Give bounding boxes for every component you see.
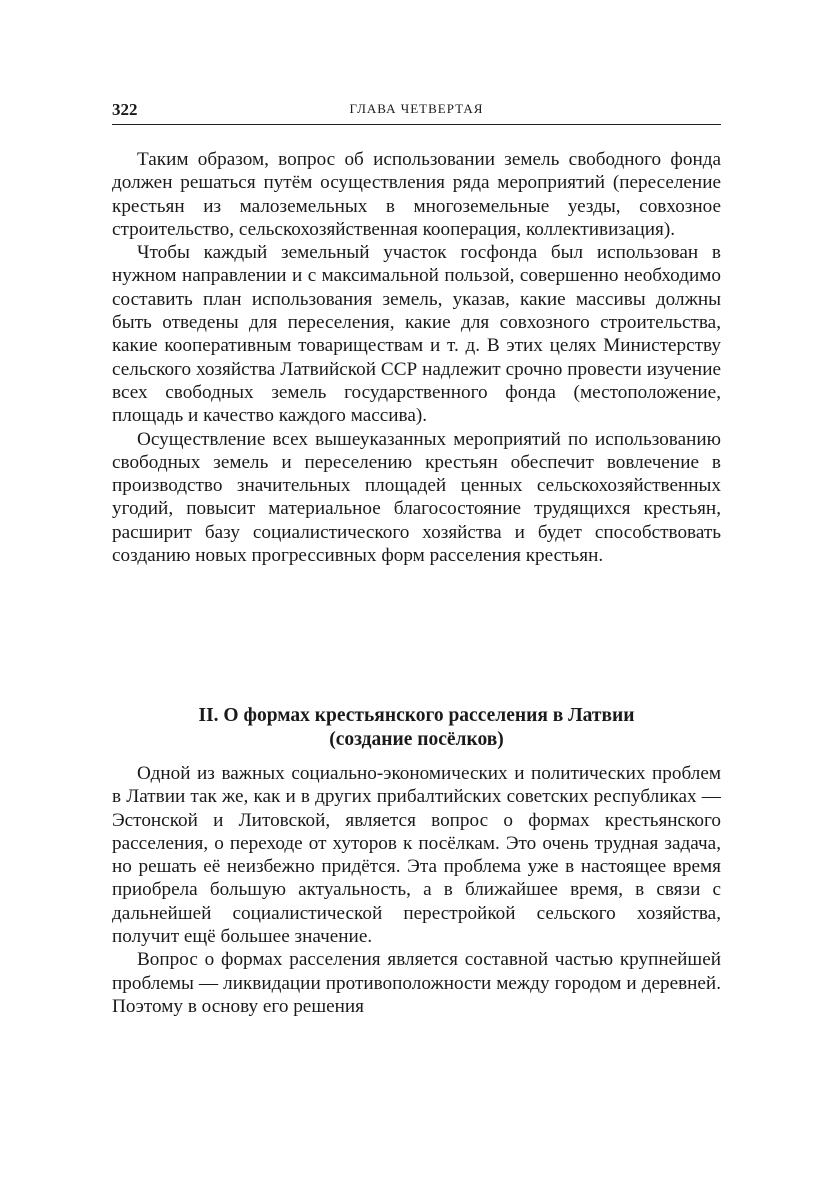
section-heading: [112, 704, 721, 752]
section-title-line-1: II. О формах крестьянского расселения в Латвии: [198, 705, 635, 726]
chapter-title: ГЛАВА ЧЕТВЕРТАЯ: [349, 101, 484, 116]
paragraph: Одной из важных социально-экономических и политических проблем в Латвии так же, как и в других прибалтийских советских республиках — Эстонской и Литовской, является вопрос о формах крестьянского расселения, о переходе от хуторов к посёлкам. Это очень трудная задача, но решать её неизбежно придётся. Эта проблема уже в настоящее время приобрела большую актуальность, а в ближайшее время, в связи с дальнейшей социалистической перестройкой сельского хозяйства, получит ещё большее значение.: [112, 763, 721, 948]
paragraph: Вопрос о формах расселения является составной частью крупнейшей проблемы — ликвидации противоположности между городом и деревней. Поэтому в основу его решения: [112, 949, 721, 1017]
paragraph: Осуществление всех вышеуказанных мероприятий по использованию свободных земель и переселению крестьян обеспечит вовлечение в производство значительных площадей ценных сельскохозяйственных угодий, повысит материальное благосостояние трудящихся крестьян, расширит базу социалистического хозяйства и будет способствовать созданию новых прогрессивных форм расселения крестьян.: [112, 428, 721, 567]
body-text-after-section: [112, 762, 721, 1018]
page-number: 322: [112, 100, 138, 119]
section-title-line-2: (создание посёлков): [329, 729, 504, 750]
paragraph: Чтобы каждый земельный участок госфонда был использован в нужном направлении и с максимальной пользой, совершенно необходимо составить план использования земель, указав, какие массивы должны быть отведены для переселения, какие для совхозного строительства, какие кооперативным товариществам и т. д. В этих целях Министерству сельского хозяйства Латвийской ССР надлежит срочно провести изучение всех свободных земель государственного фонда (местоположение, площадь и качество каждого массива).: [112, 242, 721, 427]
running-head: [112, 98, 721, 125]
body-text-before-section: [112, 148, 721, 567]
paragraph: Таким образом, вопрос об использовании земель свободного фонда должен решаться путём осуществления ряда мероприятий (переселение крестьян из малоземельных в многоземельные уезды, совхозное строительство, сельскохозяйственная кооперация, коллективизация).: [112, 149, 721, 240]
